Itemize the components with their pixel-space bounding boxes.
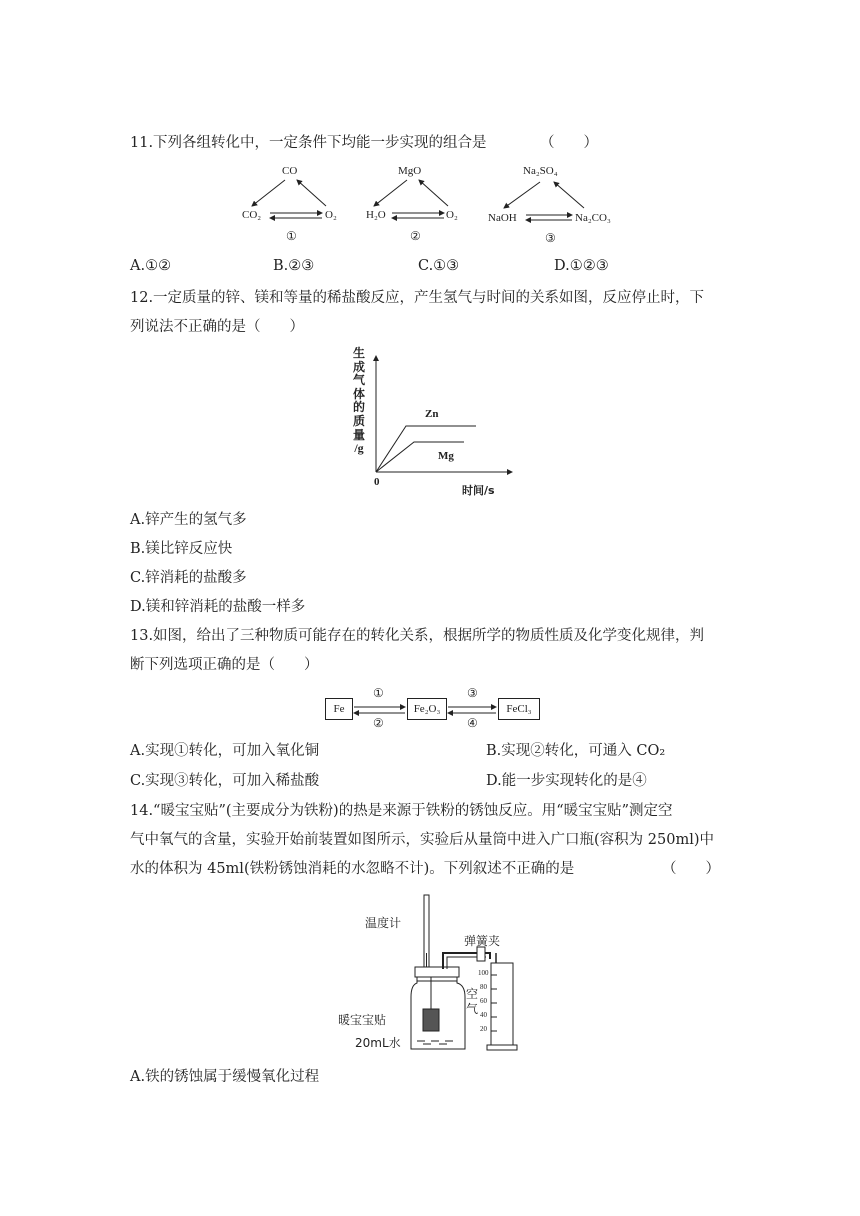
q12-option-d: D.镁和锌消耗的盐酸一样多	[130, 599, 306, 615]
q11-option-d: D.①②③	[554, 258, 609, 274]
q12-mg-label: Mg	[438, 450, 454, 462]
q12-graph-lines	[370, 352, 520, 482]
q12-origin-label: 0	[374, 476, 380, 488]
q12-x-axis-label: 时间/s	[462, 484, 495, 497]
q12-y-axis-label: 生 成 气 体 的 质 量 /g	[352, 346, 365, 456]
q11-d2-arrows	[362, 160, 472, 230]
q13-num-3: ③	[467, 686, 478, 700]
q13-option-c: C.实现③转化，可加入稀盐酸	[130, 773, 320, 789]
q12-stem-line2: 列说法不正确的是（ ）	[130, 319, 304, 335]
q13-box-fe2o3: Fe₂O₃	[407, 698, 447, 720]
q11-d3-arrows	[492, 160, 612, 230]
q11-answer-paren: （ ）	[540, 135, 598, 151]
q14-label-thermometer: 温度计	[365, 916, 402, 930]
q14-apparatus-drawing	[395, 893, 530, 1055]
q11-d1-top: CO	[282, 165, 298, 177]
q12-stem-line1: 12.一定质量的锌、镁和等量的稀盐酸反应，产生氢气与时间的关系如图，反应停止时，下	[130, 290, 705, 306]
q14-stem-line3: 水的体积为 45ml(铁粉锈蚀消耗的水忽略不计)。下列叙述不正确的是	[130, 861, 575, 877]
q11-d2-right: O₂	[446, 209, 458, 221]
q11-option-a: A.①②	[130, 258, 172, 274]
q13-option-a: A.实现①转化，可加入氧化铜	[130, 743, 320, 759]
q14-option-a: A.铁的锈蚀属于缓慢氧化过程	[130, 1069, 320, 1085]
q14-label-air-1: 空	[466, 987, 479, 1001]
q14-label-hand-warmer: 暖宝宝贴	[338, 1013, 387, 1027]
q11-d2-top: MgO	[398, 165, 422, 177]
q11-d1-right: O₂	[325, 209, 337, 221]
q11-d2-left: H₂O	[366, 209, 386, 221]
q14-scale-60: 60	[480, 997, 487, 1005]
q14-scale-80: 80	[480, 983, 487, 991]
q13-num-1: ①	[373, 686, 384, 700]
q11-d1-number: ①	[286, 229, 297, 243]
q14-label-water: 20mL水	[355, 1036, 401, 1050]
q11-d3-left: NaOH	[488, 212, 517, 224]
q14-stem-line1: 14.“暖宝宝贴”(主要成分为铁粉)的热是来源于铁粉的锈蚀反应。用“暖宝宝贴”测定空	[130, 803, 673, 819]
q13-option-b: B.实现②转化，可通入 CO₂	[486, 743, 666, 759]
q12-option-c: C.锌消耗的盐酸多	[130, 570, 247, 586]
q13-box-fecl3: FeCl₃	[498, 698, 540, 720]
q11-d1-arrows	[240, 160, 350, 230]
q14-stem-line2: 气中氧气的含量，实验开始前装置如图所示，实验后从量筒中进入广口瓶(容积为 250ml)中	[130, 832, 714, 848]
q11-d3-number: ③	[545, 231, 556, 245]
q13-stem-line2: 断下列选项正确的是（ ）	[130, 657, 319, 673]
q11-stem: 11.下列各组转化中，一定条件下均能一步实现的组合是	[130, 135, 487, 151]
q14-label-air-2: 气	[466, 1002, 479, 1016]
q14-scale-100: 100	[478, 969, 489, 977]
q11-d3-right: Na₂CO₃	[575, 212, 611, 224]
q11-option-c: C.①③	[418, 258, 460, 274]
q14-answer-paren: （ ）	[662, 861, 720, 877]
q13-num-4: ④	[467, 716, 478, 730]
q13-stem-line1: 13.如图，给出了三种物质可能存在的转化关系，根据所学的物质性质及化学变化规律，判	[130, 628, 705, 644]
q11-d2-number: ②	[410, 229, 421, 243]
q12-option-b: B.镁比锌反应快	[130, 541, 233, 557]
q14-scale-40: 40	[480, 1011, 487, 1019]
q11-d3-top: Na₂SO₄	[523, 165, 558, 177]
q12-option-a: A.锌产生的氢气多	[130, 512, 247, 528]
q14-label-clamp: 弹簧夹	[464, 934, 501, 948]
q14-scale-20: 20	[480, 1025, 487, 1033]
q11-d1-left: CO₂	[242, 209, 262, 221]
q13-box-fe: Fe	[325, 698, 353, 720]
q13-option-d: D.能一步实现转化的是④	[486, 773, 647, 789]
q11-option-b: B.②③	[273, 258, 315, 274]
q13-num-2: ②	[373, 716, 384, 730]
q12-zn-label: Zn	[425, 408, 439, 420]
